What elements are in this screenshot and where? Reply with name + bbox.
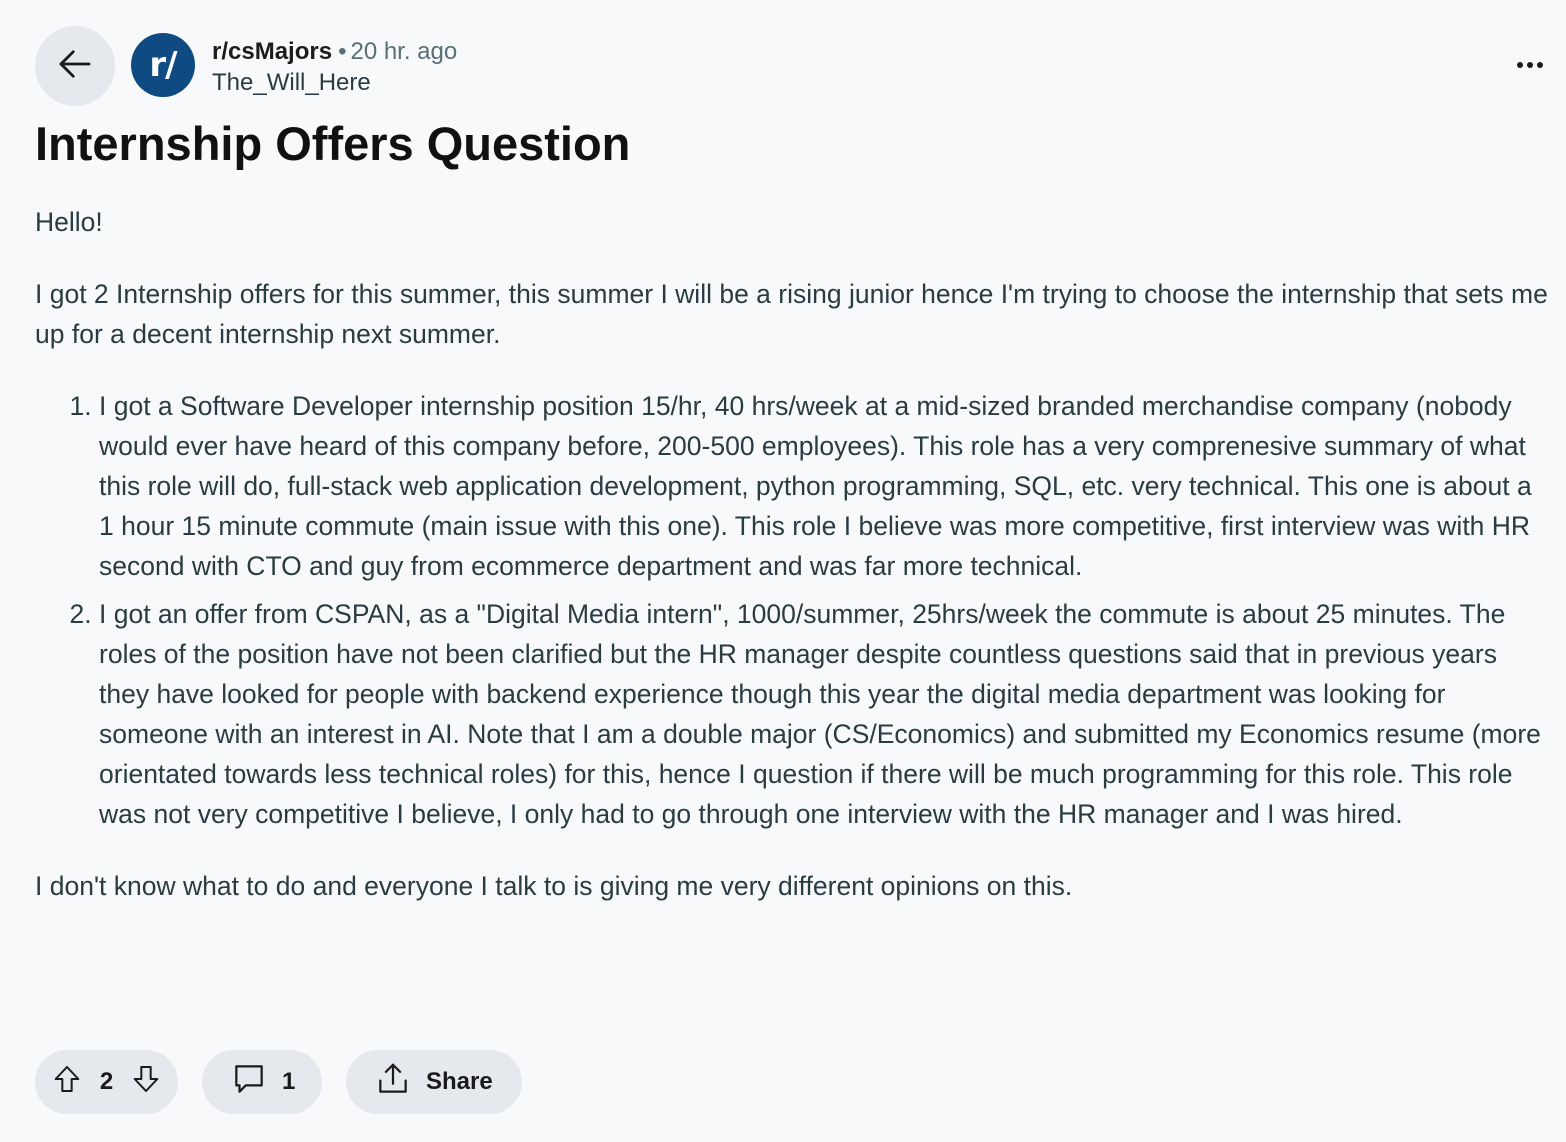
meta-separator: • xyxy=(338,38,347,65)
post-actions xyxy=(35,1050,522,1114)
post-timestamp: 20 hr. ago xyxy=(350,38,458,65)
vote-count: 2 xyxy=(99,1068,114,1095)
back-button[interactable] xyxy=(35,26,115,106)
comment-bubble-icon xyxy=(230,1060,268,1105)
post-title: Internship Offers Question xyxy=(35,117,631,170)
share-upload-icon xyxy=(374,1060,412,1105)
post-meta xyxy=(212,36,457,98)
post-closing: I don't know what to do and everyone I talk to is giving me very different opinions on this. xyxy=(35,871,1073,901)
author-link[interactable]: The_Will_Here xyxy=(212,69,371,96)
subreddit-link[interactable]: r/csMajors xyxy=(212,38,333,65)
share-label: Share xyxy=(426,1068,493,1095)
avatar-text: r/ xyxy=(149,45,177,85)
arrow-down-icon xyxy=(130,1063,162,1102)
arrow-up-icon xyxy=(51,1063,83,1102)
more-options-button[interactable] xyxy=(1512,48,1548,84)
offers-list xyxy=(35,386,1550,834)
list-item: 2. I got an offer from CSPAN, as a "Digital Media intern", 1000/summer, 25hrs/week the commute is about 25 minutes. The roles of the position have not been clarified but the HR manager despite countless questions said that in previous years they have looked for people with backend experience though this year the digital media department was looking for someone with an interest in AI. Note that I am a double major (CS/Economics) and submitted my Economics resume (more orientated towards less technical roles) for this, hence I question if there will be much programming for this role. This role was not very competitive I believe, I only had to go through one interview with the HR manager and I was hired. xyxy=(99,594,1550,834)
upvote-button[interactable] xyxy=(51,1063,83,1102)
vote-control xyxy=(35,1050,178,1114)
comment-count: 1 xyxy=(282,1068,296,1095)
arrow-left-icon xyxy=(54,43,96,90)
more-horizontal-icon xyxy=(1515,57,1545,75)
subreddit-avatar[interactable] xyxy=(131,33,195,97)
share-button[interactable] xyxy=(346,1050,522,1114)
post-greeting: Hello! xyxy=(35,207,103,237)
list-item: 1. I got a Software Developer internship position 15/hr, 40 hrs/week at a mid-sized branded merchandise company (nobody would ever have heard of this company before, 200-500 employees). This role has a very comprenesive summary of what this role will do, full-stack web application development, python programming, SQL, etc. very technical. This one is about a 1 hour 15 minute commute (main issue with this one). This role I believe was more competitive, first interview was with HR second with CTO and guy from ecommerce department and was far more technical. xyxy=(99,386,1550,586)
comments-button[interactable] xyxy=(202,1050,322,1114)
downvote-button[interactable] xyxy=(130,1063,162,1102)
post-intro: I got 2 Internship offers for this summer, this summer I will be a rising junior hence I'm trying to choose the internship that sets me up for a decent internship next summer. xyxy=(35,279,1548,349)
post-body xyxy=(35,202,1550,938)
